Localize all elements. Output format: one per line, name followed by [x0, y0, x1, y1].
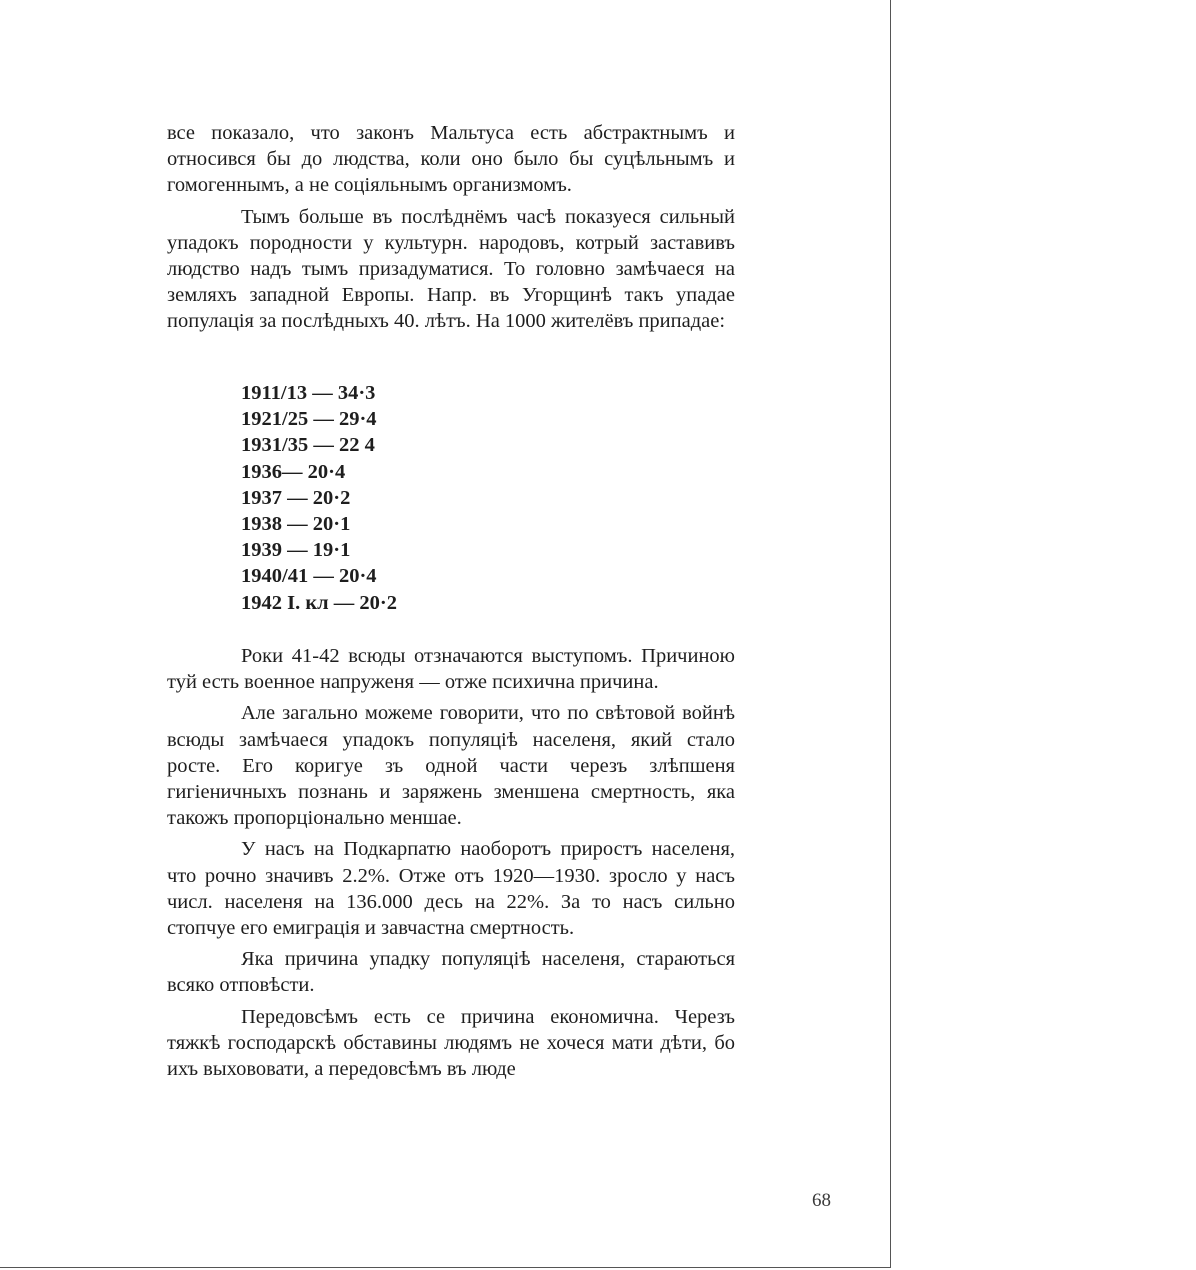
paragraph: Але загально можеме говорити, что по свѣтовой войнѣ всюды замѣчаеся упадокъ популяціѣ населеня, який стало росте. Его коригуе зъ одной части черезъ злѣпшеня гигіеничныхъ познань и заряжень зменшена смертность, яка такожъ пропорціонально меншае.	[167, 702, 735, 830]
stats-row: 1937 — 20·2	[241, 486, 351, 509]
paragraph: все показало, что законъ Мальтуса есть абстрактнымъ и относився бы до людства, коли оно было бы суцѣльнымъ и гомогеннымъ, а не соціяльнымъ организмомъ.	[167, 122, 735, 197]
paragraph: У насъ на Подкарпатю наоборотъ приростъ населеня, что рочно значивъ 2.2%. Отже отъ 1920—1930. зросло у насъ числ. населеня на 136.000 десь на 22%. За то насъ сильно стопчуе его емиграція и завчастна смертность.	[167, 838, 735, 940]
stats-row: 1938 — 20·1	[241, 513, 351, 536]
population-stats-list	[241, 380, 397, 616]
paragraph: Тымъ больше въ послѣднёмъ часѣ показуеся сильный упадокъ породности у культурн. народовъ, котрый заставивъ людство надъ тымъ призадуматися. То головно замѣчаеся на земляхъ западной Европы. Напр. въ Угорщинѣ такъ упадае популація за послѣдныхъ 40. лѣтъ. На 1000 жителёвъ припадае:	[167, 205, 735, 333]
stats-row: 1921/25 — 29·4	[241, 408, 377, 431]
page-number: 68	[812, 1190, 831, 1211]
paragraph: Яка причина упадку популяціѣ населеня, стараються всяко отповѣсти.	[167, 948, 735, 997]
paragraph: Роки 41-42 всюды отзначаются выступомъ. Причиною туй есть военное напруженя — отже психична причина.	[167, 645, 735, 694]
stats-row: 1931/35 — 22 4	[241, 434, 375, 457]
stats-row: 1939 — 19·1	[241, 539, 351, 562]
stats-row: 1911/13 — 34·3	[241, 382, 376, 404]
stats-row: 1942 I. кл — 20·2	[241, 591, 398, 614]
text-block-bottom	[167, 643, 735, 1082]
stats-row: 1940/41 — 20·4	[241, 565, 377, 588]
text-block-top	[167, 120, 735, 335]
paragraph: Передовсѣмъ есть се причина економична. Черезъ тяжкѣ господарскѣ обставины людямъ не хочеся мати дѣти, бо ихъ выхововати, а передовсѣмъ въ люде	[167, 1005, 735, 1081]
stats-row: 1936— 20·4	[241, 460, 346, 483]
